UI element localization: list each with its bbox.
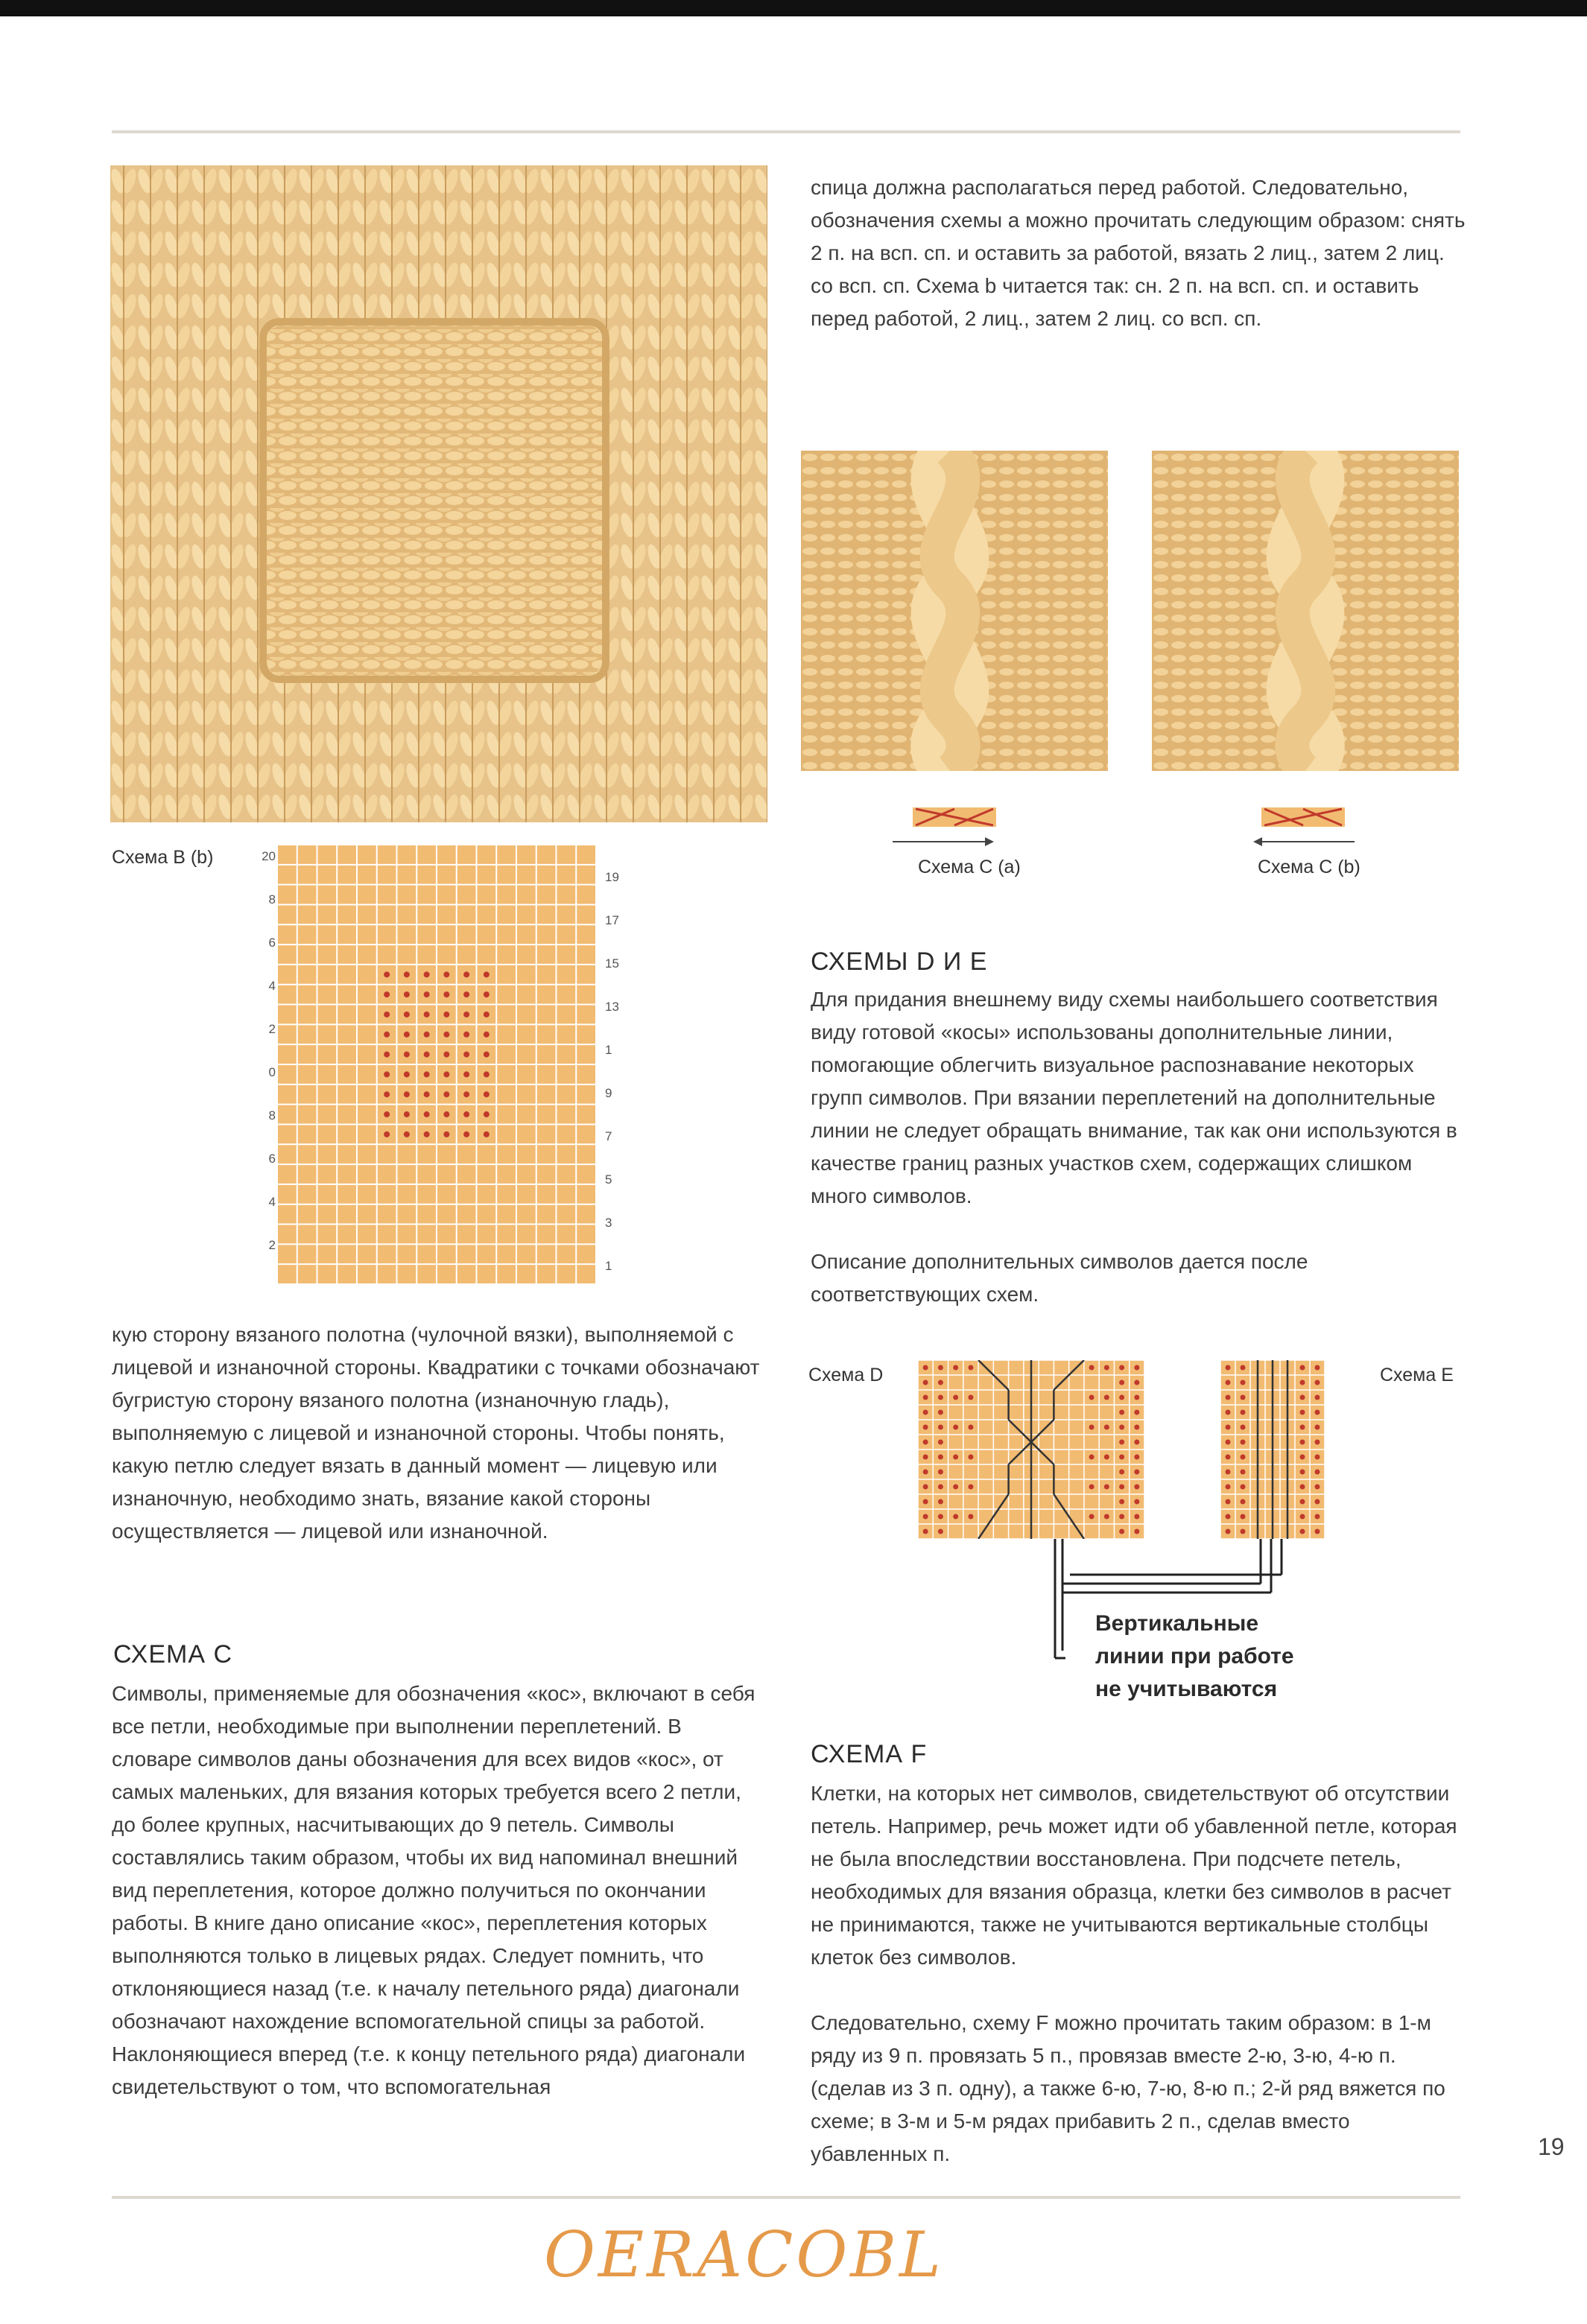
row-number-left: 4 [268, 1195, 276, 1209]
paragraph-schema-d-e: Для придания внешнему виду схемы наибольшего соответствия виду готовой «косы» использованы дополнительные линии, помогающие облегчить визуальное распознавание некоторых групп символов. При вязании переплетений на дополнительные линии не следует обращать внимание, так как они используются в качестве границ разных участков схем, содержащих слишком много символов. [811, 988, 1457, 1207]
purl-dot [384, 1131, 390, 1137]
row-number-right: 15 [605, 956, 619, 971]
purl-dot [1241, 1514, 1246, 1520]
purl-dot [443, 1052, 449, 1058]
purl-dot [1300, 1485, 1305, 1490]
paragraph-schema-d-e-2: Описание дополнительных символов дается после соответствующих схем. [811, 1250, 1308, 1306]
purl-dot [1241, 1440, 1246, 1445]
purl-dot [968, 1485, 973, 1490]
purl-dot [384, 1111, 390, 1117]
purl-dot [1226, 1395, 1231, 1400]
row-number-right: 1 [605, 1043, 612, 1057]
purl-dot [923, 1380, 928, 1385]
purl-dot [1315, 1514, 1320, 1520]
purl-dot [1300, 1410, 1305, 1415]
purl-dot [1089, 1395, 1095, 1400]
purl-dot [404, 1071, 410, 1077]
purl-dot [463, 1052, 469, 1058]
purl-dot [1089, 1514, 1095, 1520]
purl-dot [1300, 1499, 1305, 1505]
purl-dot [463, 971, 469, 977]
purl-dot [1226, 1365, 1231, 1371]
purl-dot [484, 971, 490, 977]
diagram-d-grid [918, 1360, 1144, 1539]
purl-dot [1104, 1485, 1109, 1490]
row-number-right: 5 [605, 1172, 612, 1187]
purl-dot [923, 1470, 928, 1475]
purl-dot [938, 1529, 943, 1534]
purl-dot [1134, 1410, 1139, 1415]
purl-dot [1119, 1514, 1124, 1520]
purl-dot [1119, 1365, 1124, 1371]
page-number: 19 [1538, 2133, 1565, 2160]
purl-dot [384, 1012, 390, 1017]
purl-dot [443, 1071, 449, 1077]
purl-dot [1119, 1470, 1124, 1475]
purl-dot [404, 1131, 410, 1137]
purl-dot [1241, 1365, 1246, 1371]
purl-dot [484, 1032, 490, 1038]
label-schema-e: Схема E [1380, 1365, 1454, 1385]
purl-dot [1089, 1365, 1095, 1371]
purl-dot [1241, 1425, 1246, 1430]
paragraph-schema-f-2: Следовательно, схему F можно прочитать таким образом: в 1-м ряду из 9 п. провязать 5 п., провязав вместе 2-ю, 3-ю, 4-ю п. (сделав из 3 п. одну), а также 6-ю, 7-ю, 8-ю п.; 2-й ряд вяжется по схеме; в 3-м и 5-м рядах прибавить 2 п., сделав вместо убавленных п. [811, 2011, 1445, 2165]
purl-dot [484, 1052, 490, 1058]
purl-dot [404, 1052, 410, 1058]
paragraph-schema-f: Клетки, на которых нет символов, свидетельствуют об отсутствии петель. Например, речь может идти об убавленной петле, которая не была впоследствии восстановлена. При подсчете петель, необходимых для вязания образца, клетки без символов в расчет не принимаются, также не учитываются вертикальные столбцы клеток без символов. [811, 1782, 1457, 1969]
row-number-right: 3 [605, 1216, 612, 1230]
purl-dot [1119, 1380, 1124, 1385]
top-border [0, 0, 1587, 16]
diagram-b-label: Схема B (b) [112, 847, 214, 868]
purl-dot [1134, 1395, 1139, 1400]
purl-dot [1104, 1365, 1109, 1371]
purl-dot [1134, 1425, 1139, 1430]
purl-dot [463, 1032, 469, 1038]
purl-dot [463, 1131, 469, 1137]
purl-dot [384, 1032, 390, 1038]
purl-dot [1089, 1455, 1095, 1460]
purl-dot [1226, 1529, 1231, 1534]
purl-dot [938, 1410, 943, 1415]
purl-dot [443, 1012, 449, 1017]
row-number-left: 20 [262, 849, 276, 863]
purl-dot [484, 1012, 490, 1017]
purl-dot [1300, 1470, 1305, 1475]
purl-dot [938, 1440, 943, 1445]
purl-dot [968, 1365, 973, 1371]
purl-dot [404, 1012, 410, 1017]
purl-dot [938, 1455, 943, 1460]
bottom-rule [112, 2196, 1460, 2199]
purl-dot [1089, 1485, 1095, 1490]
top-rule [112, 130, 1460, 133]
purl-dot [923, 1365, 928, 1371]
purl-dot [968, 1455, 973, 1460]
purl-dot [923, 1410, 928, 1415]
purl-dot [443, 1091, 449, 1097]
purl-dot [968, 1514, 973, 1520]
purl-dot [484, 991, 490, 997]
purl-dot [938, 1425, 943, 1430]
row-number-right: 17 [605, 913, 619, 927]
purl-dot [1119, 1499, 1124, 1505]
purl-dot [1134, 1514, 1139, 1520]
heading-schema-d-e: СХЕМЫ D И E [811, 947, 988, 976]
purl-dot [1226, 1485, 1231, 1490]
purl-dot [1315, 1455, 1320, 1460]
purl-dot [1119, 1395, 1124, 1400]
purl-dot [424, 991, 430, 997]
purl-dot [1134, 1499, 1139, 1505]
purl-dot [923, 1395, 928, 1400]
purl-dot [404, 1111, 410, 1117]
row-number-left: 8 [268, 1108, 276, 1123]
purl-dot [1226, 1499, 1231, 1505]
purl-dot [938, 1499, 943, 1505]
purl-dot [1104, 1395, 1109, 1400]
purl-dot [1315, 1380, 1320, 1385]
purl-dot [938, 1514, 943, 1520]
purl-dot [1315, 1529, 1320, 1534]
purl-dot [424, 1111, 430, 1117]
label-schema-c-a: Схема С (a) [918, 857, 1021, 877]
heading-schema-f: СХЕМА F [811, 1740, 928, 1768]
purl-dot [1226, 1380, 1231, 1385]
purl-dot [938, 1470, 943, 1475]
purl-dot [1300, 1440, 1305, 1445]
purl-dot [1104, 1455, 1109, 1460]
purl-dot [1134, 1440, 1139, 1445]
purl-dot [424, 1052, 430, 1058]
purl-dot [404, 991, 410, 997]
purl-dot [463, 991, 469, 997]
purl-dot [923, 1514, 928, 1520]
purl-dot [424, 1131, 430, 1137]
purl-dot [953, 1455, 958, 1460]
purl-dot [1226, 1425, 1231, 1430]
purl-dot [384, 971, 390, 977]
purl-dot [443, 1131, 449, 1137]
purl-dot [968, 1395, 973, 1400]
purl-dot [404, 1091, 410, 1097]
purl-dot [1315, 1470, 1320, 1475]
arrow-left-icon [1252, 836, 1356, 848]
purl-dot [443, 1111, 449, 1117]
purl-dot [384, 1091, 390, 1097]
purl-dot [1226, 1455, 1231, 1460]
row-number-left: 4 [268, 979, 276, 993]
purl-dot [1226, 1470, 1231, 1475]
row-number-right: 9 [605, 1086, 612, 1100]
purl-dot [1241, 1470, 1246, 1475]
row-number-right: 1 [605, 1259, 612, 1273]
purl-dot [384, 1052, 390, 1058]
purl-dot [1119, 1485, 1124, 1490]
purl-dot [938, 1380, 943, 1385]
purl-dot [1119, 1440, 1124, 1445]
purl-dot [1119, 1455, 1124, 1460]
purl-dot [938, 1395, 943, 1400]
purl-dot [1241, 1485, 1246, 1490]
purl-dot [424, 1032, 430, 1038]
row-number-right: 19 [605, 870, 619, 884]
purl-dot [404, 971, 410, 977]
purl-dot [923, 1455, 928, 1460]
purl-dot [923, 1485, 928, 1490]
purl-dot [923, 1499, 928, 1505]
purl-dot [1104, 1514, 1109, 1520]
purl-dot [1226, 1514, 1231, 1520]
purl-dot [1134, 1365, 1139, 1371]
purl-dot [938, 1485, 943, 1490]
purl-dot [1300, 1365, 1305, 1371]
purl-dot [1119, 1410, 1124, 1415]
purl-dot [953, 1485, 958, 1490]
purl-dot [923, 1440, 928, 1445]
purl-dot [923, 1425, 928, 1430]
label-schema-d: Схема D [808, 1365, 884, 1385]
purl-dot [1300, 1529, 1305, 1534]
purl-dot [953, 1395, 958, 1400]
cable-photo-b [1152, 451, 1459, 771]
purl-dot [443, 1032, 449, 1038]
purl-dot [1226, 1410, 1231, 1415]
purl-dot [1104, 1425, 1109, 1430]
purl-dot [484, 1071, 490, 1077]
purl-dot [484, 1111, 490, 1117]
cable-symbol-a [913, 806, 996, 828]
purl-dot [424, 971, 430, 977]
purl-dot [1134, 1470, 1139, 1475]
purl-dot [463, 1091, 469, 1097]
purl-dot [424, 1012, 430, 1017]
row-number-left: 6 [268, 936, 276, 950]
purl-dot [1315, 1485, 1320, 1490]
purl-dot [1089, 1425, 1095, 1430]
purl-dot [968, 1425, 973, 1430]
purl-dot [1300, 1380, 1305, 1385]
purl-dot [424, 1091, 430, 1097]
diagram-b-grid [277, 845, 596, 1284]
purl-dot [1300, 1514, 1305, 1520]
purl-dot [424, 1071, 430, 1077]
purl-dot [484, 1091, 490, 1097]
heading-schema-c: СХЕМА С [113, 1640, 232, 1669]
purl-dot [1241, 1410, 1246, 1415]
purl-dot [1134, 1455, 1139, 1460]
purl-dot [1241, 1499, 1246, 1505]
cable-photo-a [801, 451, 1108, 771]
purl-dot [384, 1071, 390, 1077]
purl-dot [953, 1514, 958, 1520]
purl-dot [1119, 1425, 1124, 1430]
purl-dot [1241, 1380, 1246, 1385]
purl-dot [443, 991, 449, 997]
purl-dot [463, 1071, 469, 1077]
purl-dot [1241, 1395, 1246, 1400]
purl-dot [1226, 1440, 1231, 1445]
purl-dot [484, 1131, 490, 1137]
purl-dot [1315, 1440, 1320, 1445]
purl-dot [1315, 1425, 1320, 1430]
row-number-left: 0 [268, 1065, 276, 1079]
purl-dot [404, 1032, 410, 1038]
purl-dot [1119, 1529, 1124, 1534]
cable-symbol-b [1261, 806, 1345, 828]
row-number-left: 2 [268, 1238, 276, 1252]
purl-dot [384, 991, 390, 997]
row-number-left: 8 [268, 892, 276, 907]
purl-dot [1315, 1365, 1320, 1371]
paragraph-schema-c: Символы, применяемые для обозначения «кос», включают в себя все петли, необходимые при выполнении переплетений. В словаре символов даны обозначения для всех видов «кос», от самых маленьких, для вязания которых требуется всего 2 петли, до более крупных, насчитывающих до 9 петель. Символы составлялись таким образом, чтобы их вид напоминал внешний вид переплетения, которое должно получиться по окончании работы. В книге дано описание «кос», переплетения которых выполняются только в лицевых рядах. Следует помнить, что отклоняющиеся назад (т.е. к началу петельного ряда) диагонали обозначают нахождение вспомогательной спицы за работой. Наклоняющиеся вперед (т.е. к концу петельного ряда) диагонали свидетельствуют о том, что вспомогательная [112, 1682, 756, 2098]
label-schema-c-b: Схема С (b) [1258, 857, 1360, 877]
note-vertical-lines: Вертикальные линии при работе не учитываются [1095, 1611, 1294, 1701]
purl-dot [463, 1111, 469, 1117]
purl-dot [1134, 1529, 1139, 1534]
row-number-left: 6 [268, 1152, 276, 1166]
paragraph-cable-reading: спица должна располагаться перед работой. Следовательно, обозначения схемы а можно прочитать следующим образом: снять 2 п. на всп. сп. и оставить за работой, вязать 2 лиц., затем 2 лиц. со всп. сп. Схема b читается так: сн. 2 п. на всп. сп. и оставить перед работой, 2 лиц., затем 2 лиц. со всп. сп. [811, 176, 1466, 330]
row-number-left: 2 [268, 1022, 276, 1036]
purl-dot [1315, 1395, 1320, 1400]
purl-dot [923, 1529, 928, 1534]
purl-dot [1300, 1455, 1305, 1460]
purl-dot [463, 1012, 469, 1017]
row-number-right: 7 [605, 1129, 612, 1143]
purl-dot [1241, 1455, 1246, 1460]
purl-dot [1134, 1380, 1139, 1385]
purl-dot [953, 1425, 958, 1430]
purl-dot [1315, 1499, 1320, 1505]
purl-dot [1315, 1410, 1320, 1415]
purl-dot [1300, 1395, 1305, 1400]
swatch-photo-b [110, 165, 767, 822]
arrow-right-icon [891, 836, 995, 848]
purl-dot [1300, 1425, 1305, 1430]
paragraph-stitch-symbols: кую сторону вязаного полотна (чулочной вязки), выполняемой с лицевой и изнаночной стороны. Квадратики с точками обозначают бугристую сторону вязаного полотна (изнаночную гладь), выполняемую с лицевой и изнаночной стороны. Чтобы понять, какую петлю следует вязать в данный момент — лицевую или изнаночную, необходимо знать, вязание какой стороны осуществляется — лицевой или изнаночной. [112, 1323, 760, 1543]
purl-dot [1241, 1529, 1246, 1534]
row-number-right: 13 [605, 1000, 619, 1014]
diagram-e-grid [1220, 1360, 1325, 1539]
purl-dot [1134, 1485, 1139, 1490]
purl-dot [938, 1365, 943, 1371]
brand-logo: OERACOBL [544, 2218, 944, 2291]
purl-dot [443, 971, 449, 977]
purl-dot [953, 1365, 958, 1371]
